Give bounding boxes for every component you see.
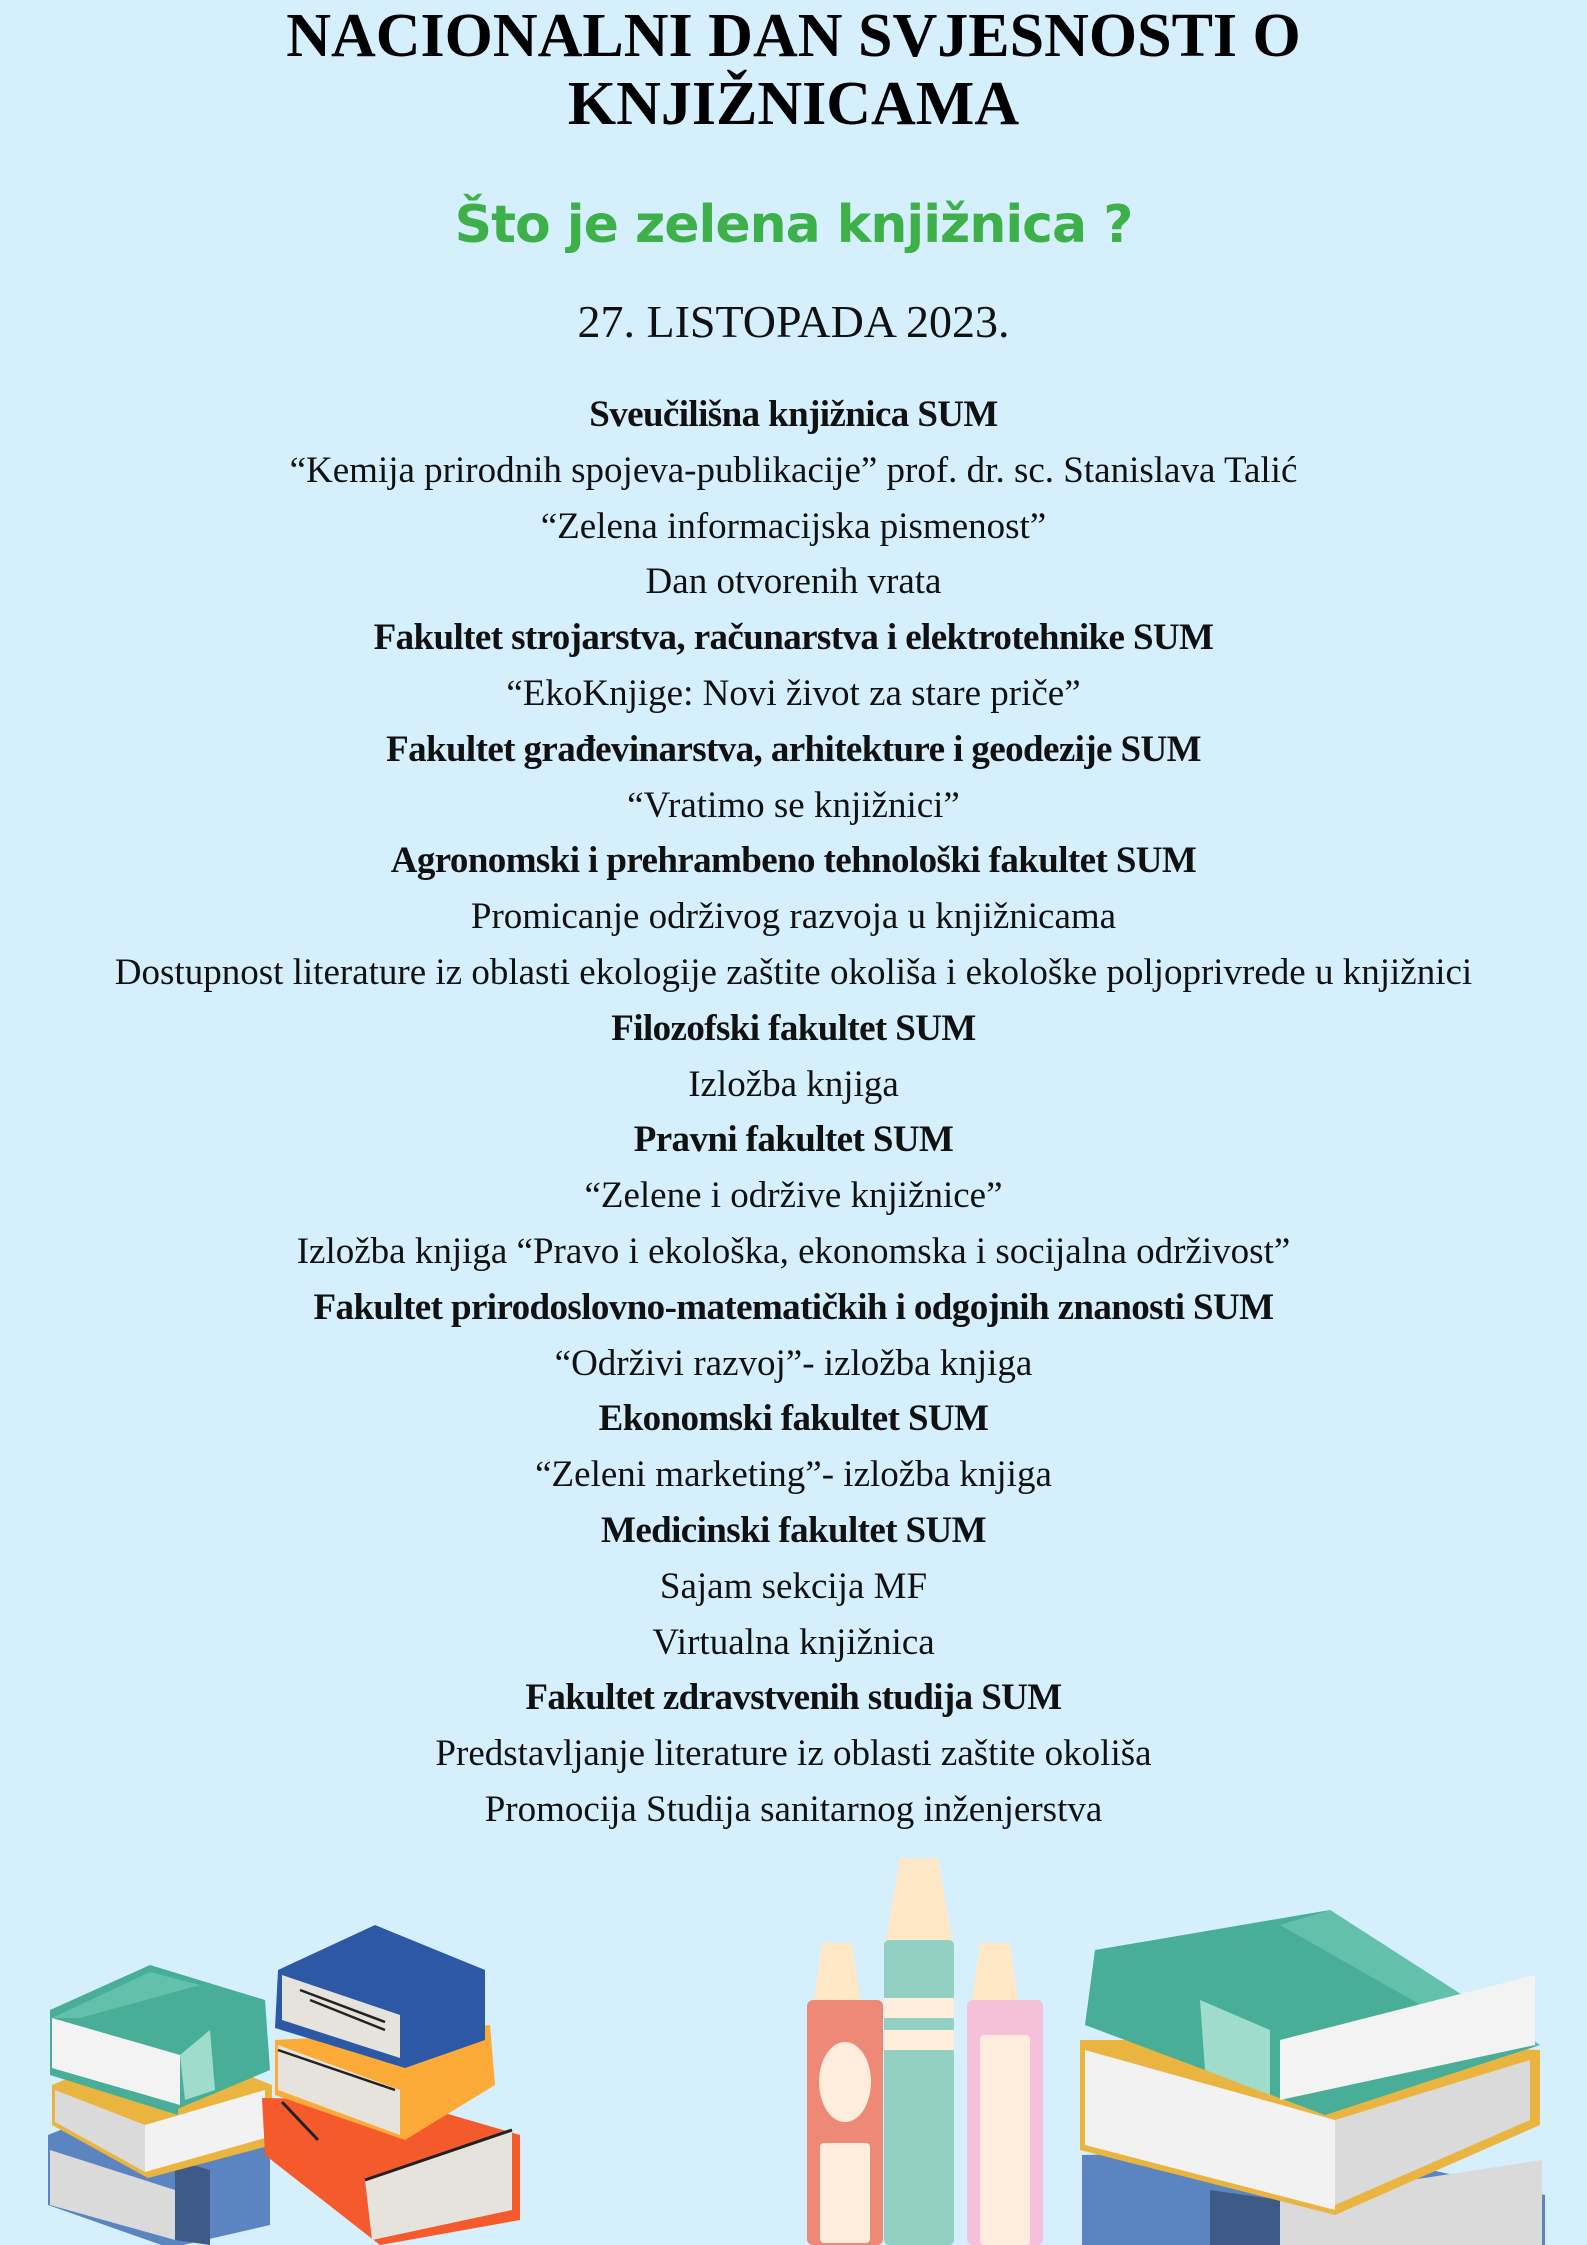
program-line-event: Dostupnost literature iz oblasti ekologije zaštite okoliša i ekološke poljoprivrede u knjižnici: [114, 951, 1473, 993]
book-stack-middle-icon: [262, 1925, 520, 2245]
program-line-event: “EkoKnjige: Novi život za stare priče”: [506, 672, 1081, 714]
book-stack-right-icon: [1080, 1910, 1545, 2245]
program-line-event: Izložba knjiga “Pravo i ekološka, ekonomska i socijalna održivost”: [296, 1230, 1291, 1272]
program-line-event: Izložba knjiga: [688, 1063, 899, 1105]
program-line-event: Virtualna knjižnica: [652, 1621, 935, 1663]
crayons-icon: [807, 1858, 1043, 2245]
program-line-org: Sveučilišna knjižnica SUM: [589, 394, 998, 435]
program-line-org: Pravni fakultet SUM: [633, 1119, 954, 1161]
program-line-org: Fakultet zdravstvenih studija SUM: [525, 1677, 1062, 1719]
subtitle: Što je zelena knjižnica ?: [454, 195, 1133, 255]
program-line-event: “Održivi razvoj”- izložba knjiga: [554, 1342, 1033, 1384]
program-line-event: “Vratimo se knjižnici”: [627, 784, 960, 826]
event-date: 27. LISTOPADA 2023.: [577, 296, 1010, 347]
program-line-org: Fakultet strojarstva, računarstva i elektrotehnike SUM: [373, 617, 1214, 659]
program-line-org: Fakultet građevinarstva, arhitekture i geodezije SUM: [386, 728, 1201, 770]
program-list: [0, 387, 1587, 1838]
program-line-event: Dan otvorenih vrata: [645, 561, 942, 603]
program-line-event: Promicanje održivog razvoja u knjižnicama: [470, 896, 1117, 938]
title-line-1: NACIONALNI DAN SVJESNOSTI O: [286, 2, 1301, 70]
page-title: [0, 2, 1587, 138]
program-line-event: “Kemija prirodnih spojeva-publikacije” prof. dr. sc. Stanislava Talić: [289, 449, 1298, 491]
program-line-event: “Zeleni marketing”- izložba knjiga: [535, 1454, 1052, 1496]
book-stack-left-icon: [48, 1965, 272, 2245]
program-line-event: “Zelena informacijska pismenost”: [540, 505, 1047, 547]
program-line-org: Filozofski fakultet SUM: [611, 1007, 976, 1049]
program-line-org: Fakultet prirodoslovno-matematičkih i odgojnih znanosti SUM: [313, 1286, 1274, 1328]
program-line-event: Promocija Studija sanitarnog inženjerstva: [484, 1788, 1103, 1830]
books-illustration: [0, 1840, 1587, 2245]
program-line-event: “Zelene i održive knjižnice”: [584, 1175, 1003, 1217]
title-line-2: KNJIŽNICAMA: [567, 70, 1020, 138]
program-line-event: Predstavljanje literature iz oblasti zaštite okoliša: [435, 1733, 1152, 1775]
program-line-org: Medicinski fakultet SUM: [601, 1509, 986, 1551]
program-line-org: Ekonomski fakultet SUM: [598, 1398, 989, 1440]
program-line-event: Sajam sekcija MF: [659, 1565, 928, 1607]
program-line-org: Agronomski i prehrambeno tehnološki fakultet SUM: [390, 840, 1197, 882]
